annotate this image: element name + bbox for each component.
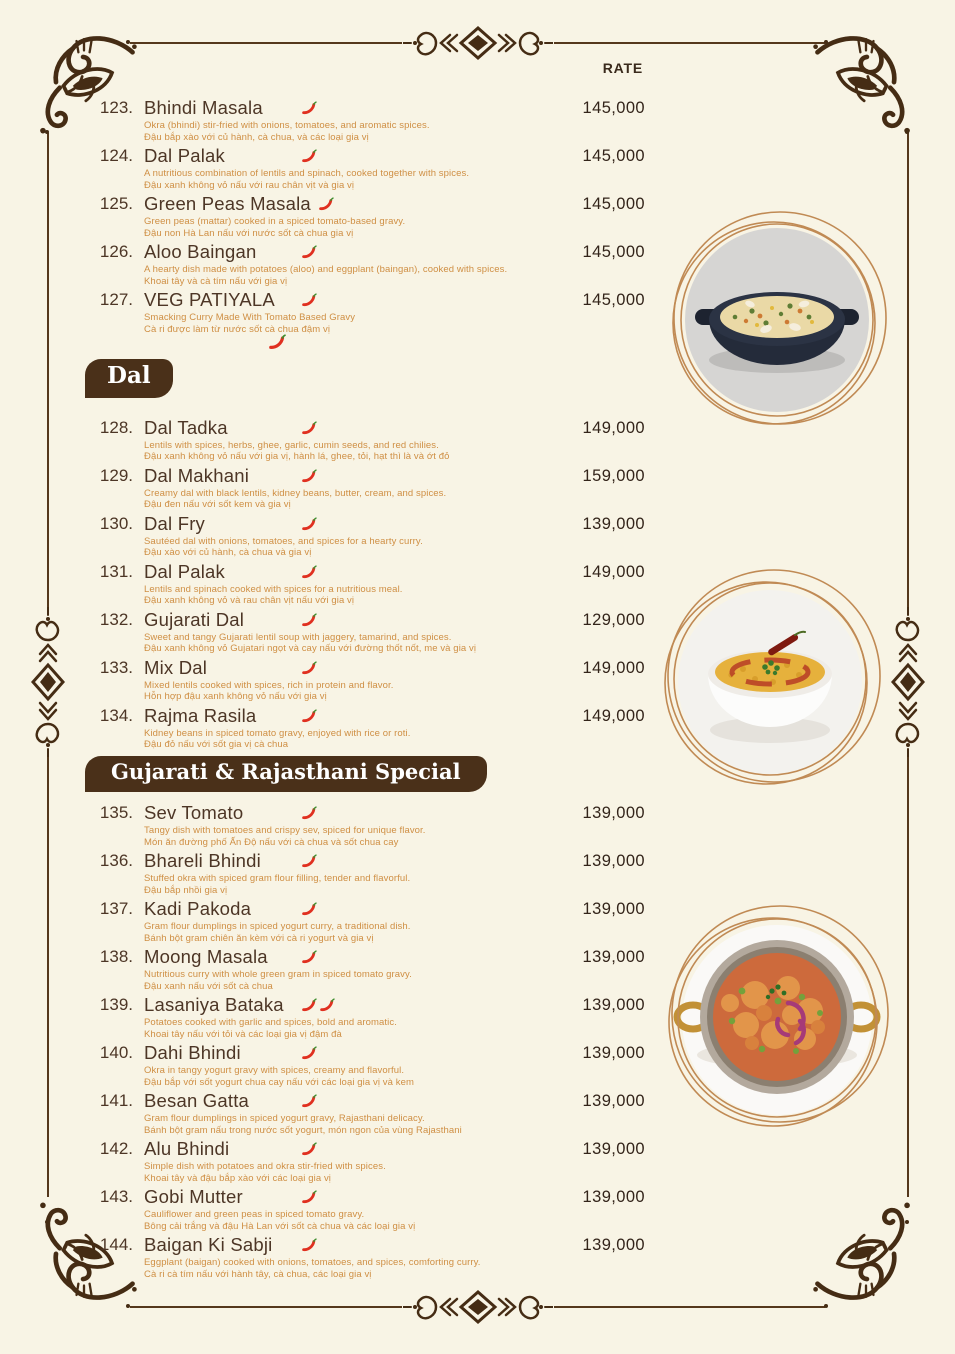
heart-diamond-divider-ornament [402,1289,554,1325]
item-name: Dal Palak [144,145,225,166]
menu-item-row [85,192,645,239]
chili-icons [301,469,317,483]
menu-item-row [85,1233,645,1280]
item-price: 145,000 [582,291,645,309]
menu-item-row [85,1041,645,1088]
chili-icon [301,854,317,868]
item-description-en: A nutritious combination of lentils and spinach, cooked together with spices. [144,168,470,179]
heart-diamond-divider-ornament [832,606,955,758]
chili-icon [301,469,317,483]
chili-icon [301,1046,317,1060]
chili-icons [301,1142,317,1156]
item-number: 141. [99,1091,133,1110]
item-price: 139,000 [582,804,645,822]
item-description-vi: Đậu xanh không vỏ nấu với rau chân vịt và gia vị [144,179,355,191]
item-description-vi: Khoai tây và cà tím nấu với gia vị [144,275,288,287]
veg-curry-pot-photo [662,205,892,435]
menu-item-row [85,1185,645,1232]
item-description-en: Mixed lentils cooked with spices, rich in protein and flavor. [144,679,394,691]
item-number: 126. [99,242,133,261]
item-number: 129. [99,465,133,485]
item-name: Aloo Baingan [144,241,257,262]
item-number: 130. [99,513,133,533]
item-description-vi: Đậu đen nấu với sốt kem và gia vị [144,499,291,511]
chili-icons [301,245,317,259]
item-name: Sev Tomato [144,802,244,823]
menu-item-row [85,656,645,703]
menu-item-row [85,512,645,559]
item-description-vi: Bánh bột gram nấu trong nước sốt yogurt, món ngon của vùng Rajasthani [144,1124,462,1136]
item-number: 127. [99,290,133,309]
item-number: 137. [99,899,133,918]
item-price: 139,000 [582,900,645,918]
section-header: Gujarati & Rajasthani Special [85,756,487,792]
chili-icon [301,565,317,579]
item-description-en: A hearty dish made with potatoes (aloo) and eggplant (baingan), cooked with spices. [144,264,508,275]
item-number: 135. [99,803,133,822]
item-name: Bhindi Masala [144,97,263,118]
chili-icons [301,806,317,820]
item-description-vi: Cà ri được làm từ nước sốt cà chua đậm vị [144,323,331,335]
item-number: 139. [99,995,133,1014]
heart-diamond-divider-ornament [0,606,124,758]
chili-icons [301,149,317,163]
item-name: Alu Bhindi [144,1138,230,1159]
item-description-vi: Đậu non Hà Lan nấu với nước sốt cà chua gia vị [144,227,354,239]
item-description-vi: Khoai tây nấu với tỏi và các loại gia vị đậm đà [144,1028,342,1040]
section-header: Dal [85,359,173,398]
chili-icon [301,613,317,627]
item-number: 128. [99,417,133,437]
corner-flourish-ornament [810,1196,922,1308]
chili-icons [301,613,317,627]
item-price: 145,000 [582,243,645,261]
chili-icon [301,101,317,115]
menu-item-row [85,897,645,944]
chili-icons [301,854,317,868]
item-number: 143. [99,1187,133,1206]
menu-list [85,60,645,1281]
menu-item-row [85,288,645,335]
item-description-en: Gram flour dumplings in spiced yogurt curry, a traditional dish. [144,921,411,932]
item-number: 123. [99,98,133,117]
chili-icon [301,421,317,435]
item-description-en: Tangy dish with tomatoes and crispy sev, spiced for unique flavor. [144,825,426,836]
item-name: Bhareli Bhindi [144,850,261,871]
menu-item-row [85,801,645,848]
chili-icons [301,421,317,435]
item-description-en: Lentils and spinach cooked with spices for a nutritious meal. [144,583,403,595]
section-header-row [85,359,645,398]
item-description-en: Smacking Curry Made With Tomato Based Gravy [144,312,356,323]
chili-icons [301,1046,317,1060]
chili-icons [301,1238,317,1252]
item-number: 138. [99,947,133,966]
item-description-en: Eggplant (baigan) cooked with onions, tomatoes, and spices, comforting curry. [144,1257,481,1268]
chili-icons [301,709,317,723]
item-name: Green Peas Masala [144,193,311,214]
item-number: 144. [99,1235,133,1254]
menu-item-row [85,608,645,655]
chili-icon [301,998,317,1012]
item-description-vi: Đậu xanh không vỏ nấu với gia vị, hành lá, ghee, tỏi, hạt thì là và ớt đỏ [144,451,450,463]
chili-icon [301,517,317,531]
item-name: Moong Masala [144,946,268,967]
chili-icons [301,565,317,579]
item-description-vi: Đậu xanh nấu với sốt cà chua [144,980,273,992]
item-price: 139,000 [582,514,645,533]
item-name: Lasaniya Bataka [144,994,284,1015]
item-description-en: Okra (bhindi) stir-fried with onions, tomatoes, and aromatic spices. [144,120,430,131]
corner-flourish-ornament [810,28,922,140]
item-description-en: Lentils with spices, herbs, ghee, garlic, cumin seeds, and red chilies. [144,439,439,451]
item-number: 136. [99,851,133,870]
item-description-vi: Khoai tây và đậu bắp xào với các loại gia vị [144,1172,332,1184]
item-name: Besan Gatta [144,1090,250,1111]
item-description-en: Gram flour dumplings in spiced yogurt gravy, Rajasthani delicacy. [144,1113,425,1124]
item-price: 145,000 [582,99,645,117]
item-price: 145,000 [582,195,645,213]
item-price: 139,000 [582,1044,645,1062]
menu-item-row [85,849,645,896]
item-price: 129,000 [582,610,645,629]
item-description-en: Sweet and tangy Gujarati lentil soup with jaggery, tamarind, and spices. [144,631,452,643]
item-number: 132. [99,609,133,629]
item-description-vi: Bánh bột gram chiên ăn kèm với cà ri yogurt và gia vị [144,932,374,944]
menu-item-row [85,96,645,143]
item-description-en: Cauliflower and green peas in spiced tomato gravy. [144,1209,365,1220]
chili-icon [301,902,317,916]
item-price: 145,000 [582,147,645,165]
item-name: Dahi Bhindi [144,1042,241,1063]
item-price: 139,000 [582,1140,645,1158]
chili-icon [301,806,317,820]
item-description-vi: Món ăn đường phố Ấn Độ nấu với cà chua và sốt chua cay [144,836,399,848]
item-description-vi: Đậu bắp nhồi gia vị [144,884,228,896]
item-description-vi: Cà ri cà tím nấu với hành tây, cà chua, các loại gia vị [144,1268,372,1280]
item-description-en: Stuffed okra with spiced gram flour filling, tender and flavorful. [144,873,411,884]
item-name: VEG PATIYALA [144,289,275,310]
item-price: 139,000 [582,1092,645,1110]
item-number: 131. [99,561,133,581]
item-price: 139,000 [582,1236,645,1254]
item-description-vi: Đậu xanh không vỏ Gujatari ngọt và cay nấu với đường thốt nốt, me và gia vị [144,643,477,655]
chili-icons [301,661,317,675]
item-description-vi: Đậu xanh không vỏ và rau chân vịt nấu với gia vị [144,595,355,607]
chili-icons [301,998,335,1012]
chili-icons [301,293,317,307]
item-name: Dal Makhani [144,464,250,486]
chili-icons [301,101,317,115]
item-description-vi: Bông cải trắng và đậu Hà Lan với sốt cà chua và các loại gia vị [144,1220,416,1232]
chili-icons [301,517,317,531]
item-price: 139,000 [582,996,645,1014]
section-header-row [85,756,645,792]
chili-icon [301,950,317,964]
chili-icon [318,197,334,211]
item-price: 159,000 [582,466,645,485]
chili-icon [301,293,317,307]
item-name: Mix Dal [144,656,208,678]
menu-item-row [85,1089,645,1136]
chili-icon [301,1190,317,1204]
item-description-en: Nutritious curry with whole green gram in spiced tomato gravy. [144,969,412,980]
item-number: 124. [99,146,133,165]
chili-icon [301,1094,317,1108]
menu-item-row [85,560,645,607]
menu-item-row [85,144,645,191]
menu-item-row [85,704,645,751]
item-name: Gujarati Dal [144,608,245,630]
chili-icon [301,149,317,163]
heart-diamond-divider-ornament [402,25,554,61]
chili-icons [318,197,334,211]
item-name: Dal Tadka [144,416,228,438]
chili-icon [301,709,317,723]
item-description-vi: Đậu bắp với sốt yogurt chua cay nấu với các loại gia vị và kem [144,1076,415,1088]
menu-item-row [85,464,645,511]
item-description-en: Creamy dal with black lentils, kidney beans, butter, cream, and spices. [144,487,447,499]
item-price: 139,000 [582,852,645,870]
item-price: 149,000 [582,418,645,437]
item-price: 139,000 [582,1188,645,1206]
item-number: 140. [99,1043,133,1062]
chili-icons [301,902,317,916]
item-description-vi: Đậu đỏ nấu với sốt gia vị cà chua [144,739,289,751]
chili-icon [319,998,335,1012]
menu-item-row [85,993,645,1040]
chili-icons [301,1094,317,1108]
item-description-en: Sautéed dal with onions, tomatoes, and spices for a hearty curry. [144,535,423,547]
item-description-vi: Đậu xào với củ hành, cà chua và gia vị [144,547,312,559]
item-number: 125. [99,194,133,213]
item-price: 149,000 [582,706,645,725]
menu-item-row [85,240,645,287]
chili-icon [301,245,317,259]
gobi-curry-karahi-photo [660,903,894,1137]
chili-icon [301,661,317,675]
item-name: Baigan Ki Sabji [144,1234,273,1255]
item-name: Gobi Mutter [144,1186,243,1207]
item-number: 142. [99,1139,133,1158]
item-description-en: Simple dish with potatoes and okra stir-fried with spices. [144,1161,386,1172]
item-name: Dal Fry [144,512,206,534]
item-name: Kadi Pakoda [144,898,252,919]
chili-icons [301,950,317,964]
chili-icon [301,1238,317,1252]
item-description-vi: Đậu bắp xào với củ hành, cà chua, và các loại gia vị [144,131,369,143]
item-description-en: Kidney beans in spiced tomato gravy, enjoyed with rice or roti. [144,727,411,739]
menu-item-row [85,945,645,992]
item-description-en: Green peas (mattar) cooked in a spiced tomato-based gravy. [144,216,406,227]
item-description-en: Potatoes cooked with garlic and spices, bold and aromatic. [144,1017,397,1028]
item-description-en: Okra in tangy yogurt gravy with spices, creamy and flavorful. [144,1065,405,1076]
item-price: 139,000 [582,948,645,966]
item-description-vi: Hỗn hợp đậu xanh không vỏ nấu với gia vị [144,691,327,703]
rate-column-header: RATE [602,60,643,76]
chili-icons [301,1190,317,1204]
item-number: 134. [99,705,133,725]
item-price: 149,000 [582,658,645,677]
item-number: 133. [99,657,133,677]
chili-icon [301,1142,317,1156]
menu-item-row [85,416,645,463]
item-name: Rajma Rasila [144,704,257,726]
item-price: 149,000 [582,562,645,581]
menu-item-row [85,1137,645,1184]
item-name: Dal Palak [144,560,225,582]
